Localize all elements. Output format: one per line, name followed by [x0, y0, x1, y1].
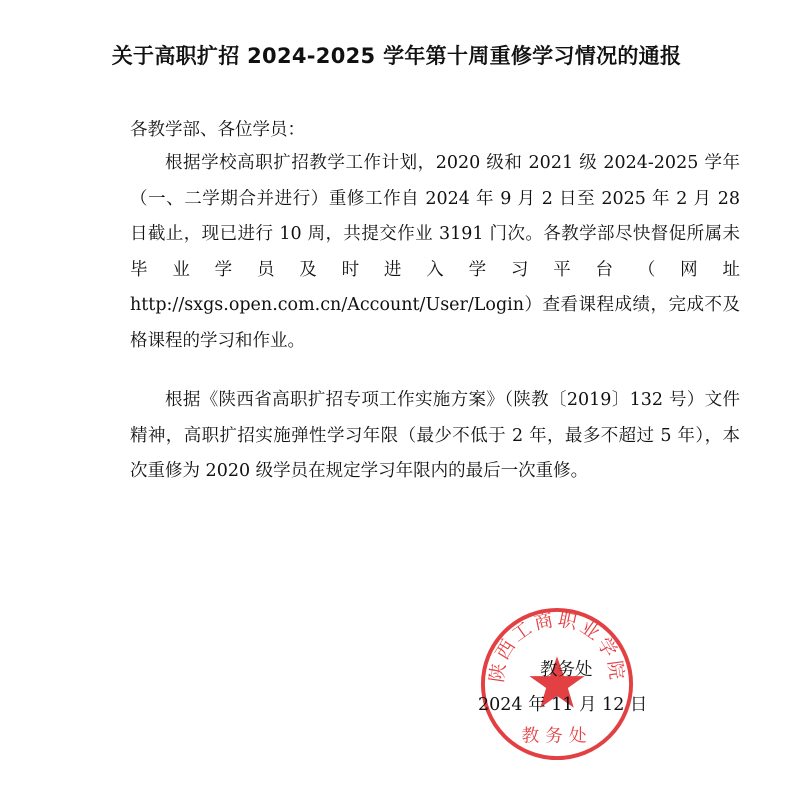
- official-seal-stamp: [478, 605, 636, 763]
- seal-arc-text: 陕西工商职业学院: [486, 609, 628, 684]
- paragraph-2: 根据《陕西省高职扩招专项工作实施方案》（陕教〔2019〕132 号）文件精神，高职扩招实施弹性学习年限（最少不低于 2 年，最多不超过 5 年），本次重修为 2020 级学员在规定学习年限内的最后一次重修。: [130, 390, 740, 481]
- signature-date: 2024 年 11 月 12 日: [478, 695, 648, 715]
- salutation: 各教学部、各位学员：: [130, 120, 305, 140]
- seal-bottom-text: 教务处: [521, 726, 593, 747]
- document-title: 关于高职扩招 2024-2025 学年第十周重修学习情况的通报: [111, 44, 682, 68]
- signature-department: 教务处: [540, 660, 593, 680]
- paragraph-1: 根据学校高职扩招教学工作计划，2020 级和 2021 级 2024-2025 学年（一、二学期合并进行）重修工作自 2024 年 9 月 2 日至 2025 年 2 月 28 日截止，现已进行 10 周，共提交作业 3191 门次。各教学部尽快督促所属未毕业学员及时进入学习平台（网址 http://sxgs.open.com.cn/Account/User/Login）查看课程成绩，完成不及格课程的学习和作业。: [130, 153, 740, 351]
